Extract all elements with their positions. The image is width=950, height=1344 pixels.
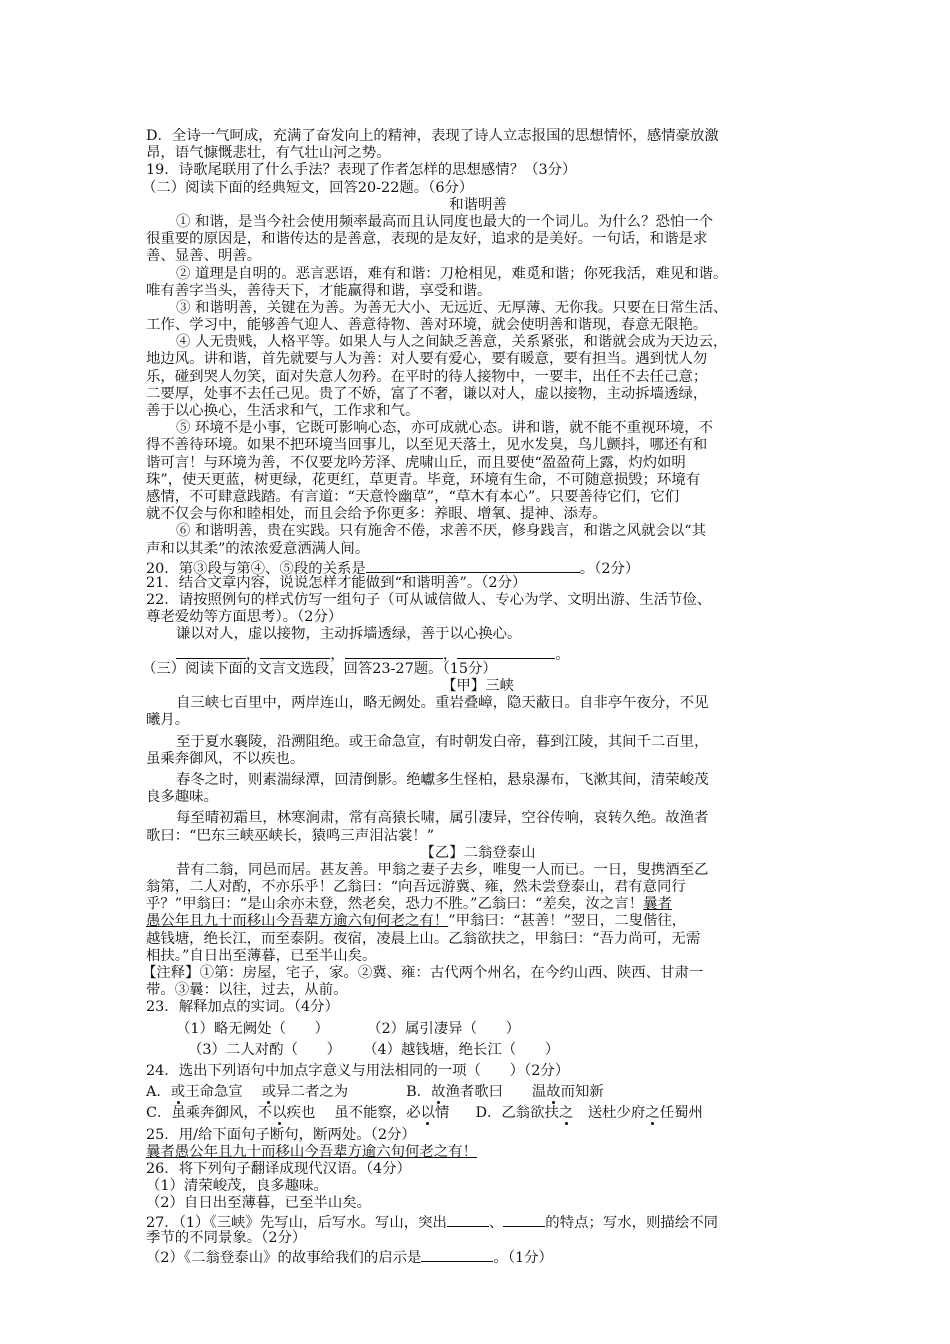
exam-content bbox=[142, 128, 810, 1266]
q25-question: 25．用/给下面句子断句，断两处。（2分） bbox=[146, 1126, 416, 1143]
essay-p4-line4: 二要厚，处事不去任己见。贵了不娇，富了不奢，谦以对人，虚以接物，主动拆墙透绿， bbox=[146, 385, 708, 402]
essay-p1-line2: 很重要的原因是，和谐传达的是善意，表现的是友好，追求的是美好。一句话，和谐是求 bbox=[146, 231, 708, 248]
jia-p1-line2: 曦月。 bbox=[146, 712, 190, 729]
q22-question-line2: 尊老爱幼等方面思考）。（2分） bbox=[146, 609, 343, 626]
yi-line4: 愚公年且九十而移山今吾辈方逾六旬何老之有！”甲翁曰：“甚善！”翌日，二叟偕往， bbox=[146, 913, 687, 930]
jia-p4-line1: 每至晴初霜旦，林寒涧肃，常有高猿长啸，属引凄异，空谷传响，哀转久绝。故渔者 bbox=[176, 810, 709, 827]
essay-p4-line3: 乐，碰到哭人勿笑，面对失意人勿矜。在平时的待人接物中，一要丰，出任不去任己意； bbox=[146, 368, 708, 385]
q22-blank-2[interactable] bbox=[260, 644, 330, 659]
yi-line6: 相扶。”自日出至薄暮，已至半山矣。 bbox=[146, 947, 377, 964]
notes-line2: 带。③曩：以往，过去，从前。 bbox=[146, 982, 348, 999]
q19-question: 19．诗歌尾联用了什么手法？表现了作者怎样的思想感情？（3分） bbox=[146, 162, 577, 179]
q22-blank-1[interactable] bbox=[176, 644, 246, 659]
essay-p5-line1: ⑤ 环境不是小事，它既可影响心态，亦可成就心态。讲和谐，就不能不重视环境，不 bbox=[176, 420, 714, 437]
q24-options-ab: A．或王命急宣 或异二者之为 B．故渔者歌曰 温故而知新 bbox=[146, 1084, 604, 1101]
essay-p5-line6: 就不仅会与你和睦相处，而且会给予你更多：养眼、增氧、提神、添寿。 bbox=[146, 506, 607, 523]
q23-question: 23．解释加点的实词。（4分） bbox=[146, 999, 339, 1016]
q27-part1-line1: 27．（1）《三峡》先写山，后写水。写山，突出 、 的特点；写水，则描绘不同 bbox=[146, 1212, 810, 1229]
q24-options-cd: C．虽乘奔御风，不以疾也 虽不能察，必以情 D．乙翁欲扶之 送杜少府之任蜀州 bbox=[146, 1105, 703, 1122]
yi-line3: 乎？”甲翁曰：“是山余亦未登，然老矣，恐力不胜。”乙翁曰：“差矣，汝之言！曩者 bbox=[146, 896, 672, 913]
yi-line2: 翁第，二人对酌，不亦乐乎！乙翁曰：“向吾远游冀、雍，然未尝登泰山，君有意同行 bbox=[146, 879, 686, 896]
essay-p2-line2: 唯有善字当头，善待天下，才能赢得和谐，享受和谐。 bbox=[146, 282, 492, 299]
jia-p1-line1: 自三峡七百里中，两岸连山，略无阙处。重岩叠嶂，隐天蔽日。自非亭午夜分，不见 bbox=[176, 695, 709, 712]
essay-p3-line1: ③ 和谐明善，关键在为善。为善无大小、无远近、无厚薄、无你我。只要在日常生活、 bbox=[176, 299, 728, 316]
q27-blank-1[interactable] bbox=[447, 1212, 489, 1227]
essay-p5-line4: 珠”，使天更蓝，树更绿，花更红，草更青。毕竟，环境有生命，不可随意损毁；环境有 bbox=[146, 471, 701, 488]
q23-items-row2: （3）二人对酌（ ） （4）越钱塘，绝长江（ ） bbox=[188, 1041, 560, 1058]
q26-question: 26．将下列句子翻译成现代汉语。（4分） bbox=[146, 1160, 411, 1177]
q23-items-row1: （1）略无阙处（ ） （2）属引凄异（ ） bbox=[176, 1020, 521, 1037]
q26-item2: （2）自日出至薄暮，已至半山矣。 bbox=[146, 1195, 372, 1212]
jia-p3-line1: 春冬之时，则素湍绿潭，回清倒影。绝巘多生怪柏，悬泉瀑布，飞漱其间，清荣峻茂 bbox=[176, 771, 709, 788]
essay-p3-line2: 工作、学习中，能够善气迎人、善意待物、善对环境，就会使明善和谐现，春意无限艳。 bbox=[146, 317, 708, 334]
essay-p5-line2: 得不善待环境。如果不把环境当回事儿，以至见天落土，见水发臭，鸟儿颤抖，哪还有和 bbox=[146, 437, 708, 454]
essay-p5-line3: 谐可言！与环境为善，不仅要龙吟芳泽、虎啸山丘，而且要使“盈盈荷上露，灼灼如明 bbox=[146, 454, 686, 471]
essay-p4-line2: 地边风。讲和谐，首先就要与人为善：对人要有爱心，要有暖意，要有担当。遇到忧人勿 bbox=[146, 351, 708, 368]
jia-p2-line2: 虽乘奔御风，不以疾也。 bbox=[146, 750, 305, 767]
jia-p2-line1: 至于夏水襄陵，沿溯阻绝。或王命急宣，有时朝发白帝，暮到江陵，其间千二百里， bbox=[176, 733, 709, 750]
q26-item1: （1）清荣峻茂，良多趣味。 bbox=[146, 1178, 328, 1195]
q27-blank-3[interactable] bbox=[421, 1247, 493, 1262]
notes-line1: 【注释】①第：房屋，宅子，家。②冀、雍：古代两个州名，在今约山西、陕西、甘肃一 bbox=[142, 965, 704, 981]
section3-heading: （三）阅读下面的文言文选段，回答23-27题。（15分） bbox=[142, 660, 497, 677]
q24-question: 24．选出下列语句中加点字意义与用法相同的一项（ ）（2分） bbox=[146, 1062, 570, 1079]
q18-option-d-line1: D．全诗一气呵成，充满了奋发向上的精神，表现了诗人立志报国的思想情怀，感情豪放激 bbox=[146, 128, 719, 144]
q21-question: 21．结合文章内容，说说怎样才能做到“和谐明善”。（2分） bbox=[146, 574, 527, 591]
essay-title: 和谐明善 bbox=[449, 196, 507, 213]
section2-heading: （二）阅读下面的经典短文，回答20-22题。（6分） bbox=[142, 179, 474, 196]
passage-yi-title: 【乙】二翁登泰山 bbox=[420, 844, 536, 861]
q22-example-sentence: 谦以对人，虚以接物，主动拆墙透绿，善于以心换心。 bbox=[176, 626, 522, 643]
q20-answer-blank[interactable] bbox=[366, 558, 580, 573]
q27-blank-2[interactable] bbox=[503, 1212, 545, 1227]
q22-question-line1: 22．请按照例句的样式仿写一组句子（可从诚信做人、专心为学、文明出游、生活节俭、 bbox=[146, 592, 712, 609]
essay-p4-line5: 善于以心换心，生活求和气，工作求和气。 bbox=[146, 403, 420, 419]
essay-p5-line5: 感情，不可肆意践踏。有言道：“天意怜幽草”，“草木有本心”。只要善待它们，它们 bbox=[146, 488, 680, 505]
yi-line5: 越钱塘，绝长江，而至泰阴。夜宿，凌晨上山。乙翁欲扶之，甲翁曰：“吾力尚可，无需 bbox=[146, 930, 701, 947]
essay-p6-line1: ⑥ 和谐明善，贵在实践。只有施舍不倦，求善不厌，修身践言，和谐之风就会以“其 bbox=[176, 523, 706, 540]
essay-p1-line3: 善、显善、明善。 bbox=[146, 248, 262, 265]
q18-option-d-line2: 昂，语气慷慨悲壮，有气壮山河之势。 bbox=[146, 145, 391, 162]
jia-p4-line2: 歌曰：“巴东三峡巫峡长，猿鸣三声泪沾裳！” bbox=[146, 827, 435, 844]
essay-p2-line1: ② 道理是自明的。恶言恶语，难有和谐：刀枪相见，难觅和谐；你死我活，难见和谐。 bbox=[176, 265, 728, 282]
passage-jia-title: 【甲】三峡 bbox=[442, 678, 514, 694]
jia-p3-line2: 良多趣味。 bbox=[146, 789, 218, 806]
yi-line1: 昔有二翁，同邑而居。甚友善。甲翁之妻子去乡，唯叟一人而已。一日，叟携酒至乙 bbox=[176, 861, 709, 878]
underlined-sentence: 愚公年且九十而移山今吾辈方逾六旬何老之有！ bbox=[146, 913, 449, 930]
essay-p4-line1: ④ 人无贵贱，人格平等。如果人与人之间缺乏善意，关系紧张，和谐就会成为天边云， bbox=[176, 334, 728, 351]
underlined-sentence-start: 曩者 bbox=[643, 896, 672, 913]
essay-p1-line1: ① 和谐，是当今社会使用频率最高而且认同度也最大的一个词儿。为什么？恐怕一个 bbox=[176, 213, 714, 230]
q25-sentence: 曩者愚公年且九十而移山今吾辈方逾六旬何老之有！ bbox=[146, 1143, 477, 1160]
q27-part1-line2: 季节的不同景象。（2分） bbox=[146, 1229, 307, 1246]
essay-p6-line2: 声和以其柔”的浓浓爱意洒满人间。 bbox=[146, 540, 370, 557]
q22-blank-3[interactable] bbox=[345, 644, 443, 659]
q20-question: 20．第③段与第④、⑤段的关系是 。（2分） bbox=[146, 558, 810, 575]
q22-blank-4[interactable] bbox=[457, 644, 555, 659]
q22-answer-line: ， ， ， 。 bbox=[146, 644, 810, 661]
q27-part2: （2）《二翁登泰山》的故事给我们的启示是 。（1分） bbox=[146, 1247, 810, 1264]
